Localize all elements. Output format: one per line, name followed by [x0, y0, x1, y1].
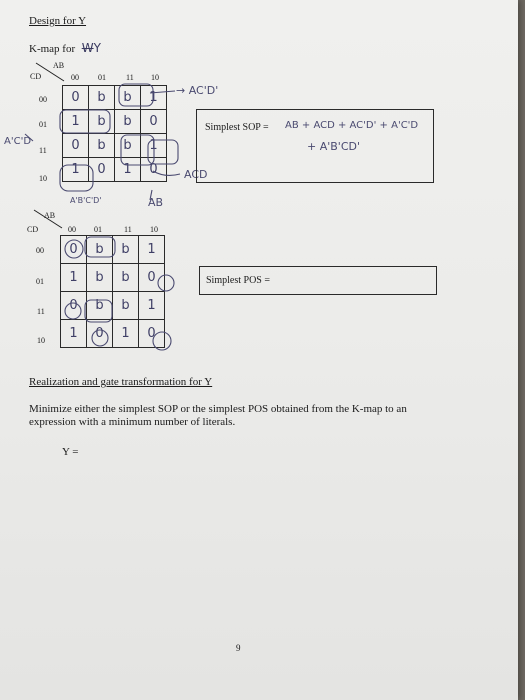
- kmap-row: [63, 134, 167, 158]
- kmap-cell: b: [87, 236, 113, 264]
- kmap-cell: 1: [115, 158, 141, 182]
- kmap-cell: 1: [139, 236, 165, 264]
- kmap-row: [63, 110, 167, 134]
- kmap1-note-right-top: → AC'D': [176, 84, 219, 97]
- kmap2-row-header: 01: [36, 277, 44, 286]
- instruction-text: Minimize either the simplest SOP or the simplest POS obtained from the K-map to an expression with a minimum number of literals.: [29, 403, 407, 428]
- kmap1-col-header: 01: [98, 73, 106, 82]
- kmap2-ab-label: AB: [44, 211, 56, 220]
- kmap-cell: 0: [61, 236, 87, 264]
- kmap-heading-handwriting: WY: [81, 41, 101, 55]
- kmap2-col-header: 01: [94, 225, 102, 234]
- kmap-heading-label: K-map for: [29, 43, 76, 55]
- kmap1-col-header: 10: [151, 73, 159, 82]
- kmap1-note-right-bottom: ACD: [184, 168, 208, 181]
- kmap-cell: b: [87, 264, 113, 292]
- kmap-cell: 1: [61, 264, 87, 292]
- kmap-row: [61, 320, 165, 348]
- kmap2-col-header: 11: [124, 225, 132, 234]
- kmap-cell: 0: [141, 110, 167, 134]
- pos-label: Simplest POS =: [206, 275, 270, 286]
- page-title: Design for Y: [29, 15, 87, 27]
- kmap-row: [63, 86, 167, 110]
- y-equals-label: Y =: [62, 446, 79, 458]
- kmap-cell: b: [115, 110, 141, 134]
- kmap1-cd-label: CD: [30, 72, 42, 81]
- kmap1-row-header: 10: [39, 174, 47, 183]
- kmap2-row-header: 00: [36, 246, 44, 255]
- kmap-cell: 1: [63, 110, 89, 134]
- kmap-cell: b: [89, 110, 115, 134]
- kmap-cell: b: [87, 292, 113, 320]
- kmap2-row-header: 10: [37, 336, 45, 345]
- kmap1-ab-label: AB: [53, 61, 65, 70]
- kmap-cell: 1: [113, 320, 139, 348]
- kmap-cell: 0: [89, 158, 115, 182]
- kmap2-col-header: 00: [68, 225, 76, 234]
- kmap-cell: 0: [63, 134, 89, 158]
- kmap-cell: 0: [141, 158, 167, 182]
- kmap-cell: 0: [139, 264, 165, 292]
- kmap1-note-left: A'C'D: [4, 136, 32, 147]
- kmap-cell: 1: [61, 320, 87, 348]
- kmap1-col-header: 11: [126, 73, 134, 82]
- kmap-cell: 1: [141, 86, 167, 110]
- kmap1-grid: [62, 85, 167, 182]
- sop-label: Simplest SOP =: [205, 122, 269, 133]
- kmap-row: [61, 292, 165, 320]
- kmap2-col-header: 10: [150, 225, 158, 234]
- kmap-row: [63, 158, 167, 182]
- kmap1-note-below-left: A'B'C'D': [70, 196, 102, 205]
- sop-expression-line2: + A'B'CD': [307, 140, 361, 153]
- kmap-cell: 0: [87, 320, 113, 348]
- kmap-cell: b: [115, 134, 141, 158]
- kmap1-row-header: 00: [39, 95, 47, 104]
- kmap-cell: 0: [63, 86, 89, 110]
- kmap-cell: b: [89, 134, 115, 158]
- kmap-cell: b: [113, 236, 139, 264]
- sop-expression-line1: AB + ACD + AC'D' + A'C'D: [285, 120, 419, 131]
- kmap-cell: 1: [141, 134, 167, 158]
- kmap-row: [61, 264, 165, 292]
- kmap-cell: 1: [139, 292, 165, 320]
- kmap2-cd-label: CD: [27, 225, 39, 234]
- section-title: Realization and gate transformation for Y: [29, 376, 213, 388]
- kmap-cell: 1: [63, 158, 89, 182]
- kmap-cell: b: [89, 86, 115, 110]
- kmap1-col-header: 00: [71, 73, 79, 82]
- pos-answer-box: [199, 266, 437, 295]
- kmap2-grid: [60, 235, 165, 348]
- sop-answer-box: [196, 109, 434, 183]
- kmap-cell: b: [113, 292, 139, 320]
- kmap-cell: b: [115, 86, 141, 110]
- kmap1-row-header: 11: [39, 146, 47, 155]
- page-number: 9: [236, 643, 241, 653]
- kmap-cell: 0: [139, 320, 165, 348]
- kmap-cell: 0: [61, 292, 87, 320]
- kmap1-row-header: 01: [39, 120, 47, 129]
- kmap-cell: b: [113, 264, 139, 292]
- kmap1-note-below-right: AB: [148, 196, 164, 209]
- kmap-row: [61, 236, 165, 264]
- kmap-heading: [29, 41, 101, 55]
- kmap2-row-header: 11: [37, 307, 45, 316]
